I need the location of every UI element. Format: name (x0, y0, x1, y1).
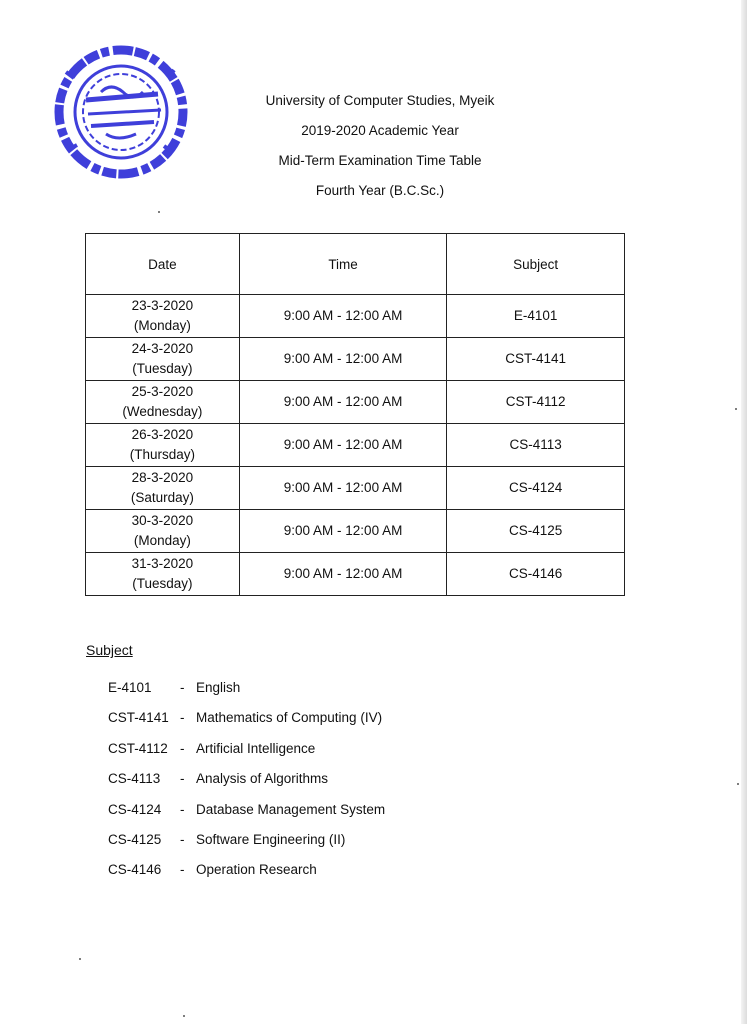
subject-name: Operation Research (196, 862, 317, 878)
subject-cell: E-4101 (447, 295, 625, 338)
class-name: Fourth Year (B.C.Sc.) (315, 183, 445, 198)
date-cell (86, 424, 240, 467)
subject-cell: CST-4141 (447, 338, 625, 381)
subject-code: CS-4125 (108, 831, 162, 847)
date-cell (86, 510, 240, 553)
list-item (108, 741, 385, 771)
separator: - (180, 862, 185, 878)
scan-speck (737, 783, 739, 785)
separator: - (180, 801, 185, 817)
separator: - (180, 771, 185, 787)
day: (Monday) (133, 533, 191, 548)
time-cell: 9:00 AM - 12:00 AM (239, 467, 447, 510)
date-cell (86, 295, 240, 338)
day: (Wednesday) (122, 404, 203, 419)
subject-name: Mathematics of Computing (IV) (196, 710, 383, 726)
subject-code: CS-4146 (108, 862, 162, 878)
subject-legend (108, 680, 385, 893)
list-item (108, 680, 385, 710)
subject-legend-title: Subject (86, 642, 133, 658)
separator: - (180, 831, 185, 847)
table-header-row (86, 234, 625, 295)
table-row (86, 553, 625, 596)
subject-name: Software Engineering (II) (196, 831, 346, 847)
university-name: University of Computer Studies, Myeik (265, 93, 495, 108)
subject-cell: CS-4124 (447, 467, 625, 510)
separator: - (180, 710, 185, 726)
table-row (86, 295, 625, 338)
date: 24-3-2020 (131, 341, 194, 356)
date: 25-3-2020 (131, 384, 194, 399)
date: 26-3-2020 (131, 427, 194, 442)
list-item (108, 832, 385, 862)
document-header (240, 86, 520, 206)
scan-speck (79, 958, 81, 960)
exam-title: Mid-Term Examination Time Table (278, 153, 482, 168)
date-cell (86, 553, 240, 596)
subject-name: Database Management System (196, 801, 386, 817)
separator: - (180, 680, 185, 695)
date: 31-3-2020 (131, 556, 194, 571)
scan-speck (735, 408, 737, 410)
date-cell (86, 381, 240, 424)
table-row (86, 510, 625, 553)
subject-name: Artificial Intelligence (196, 740, 316, 756)
subject-cell: CST-4112 (447, 381, 625, 424)
separator: - (180, 740, 185, 756)
scan-speck (183, 1015, 185, 1017)
table-row (86, 424, 625, 467)
time-cell: 9:00 AM - 12:00 AM (239, 295, 447, 338)
column-header-time: Time (239, 234, 447, 295)
scan-speck (158, 211, 160, 213)
time-cell: 9:00 AM - 12:00 AM (239, 553, 447, 596)
day: (Tuesday) (132, 361, 193, 376)
list-item (108, 802, 385, 832)
date-cell (86, 467, 240, 510)
university-seal-stamp-icon (46, 42, 196, 182)
subject-code: CS-4124 (108, 801, 162, 817)
subject-name: Analysis of Algorithms (196, 771, 329, 787)
subject-code: CST-4141 (108, 710, 169, 726)
time-cell: 9:00 AM - 12:00 AM (239, 424, 447, 467)
subject-code: CS-4113 (108, 771, 161, 787)
time-cell: 9:00 AM - 12:00 AM (239, 510, 447, 553)
date: 30-3-2020 (131, 513, 194, 528)
subject-code: E-4101 (108, 680, 152, 695)
table-row (86, 381, 625, 424)
subject-code: CST-4112 (108, 740, 168, 756)
subject-cell: CS-4113 (447, 424, 625, 467)
exam-timetable (85, 233, 625, 596)
subject-name: English (196, 680, 241, 695)
list-item (108, 710, 385, 740)
day: (Saturday) (130, 490, 194, 505)
table-row (86, 338, 625, 381)
subject-cell: CS-4125 (447, 510, 625, 553)
column-header-date: Date (86, 234, 240, 295)
academic-year: 2019-2020 Academic Year (301, 123, 459, 138)
day: (Thursday) (129, 447, 196, 462)
date-cell (86, 338, 240, 381)
date: 28-3-2020 (131, 470, 194, 485)
time-cell: 9:00 AM - 12:00 AM (239, 338, 447, 381)
table-row (86, 467, 625, 510)
column-header-subject: Subject (447, 234, 625, 295)
scan-page-edge (741, 0, 747, 1024)
day: (Tuesday) (132, 576, 193, 591)
subject-cell: CS-4146 (447, 553, 625, 596)
list-item (108, 862, 385, 892)
date: 23-3-2020 (131, 298, 194, 313)
time-cell: 9:00 AM - 12:00 AM (239, 381, 447, 424)
list-item (108, 771, 385, 801)
day: (Monday) (133, 318, 191, 333)
